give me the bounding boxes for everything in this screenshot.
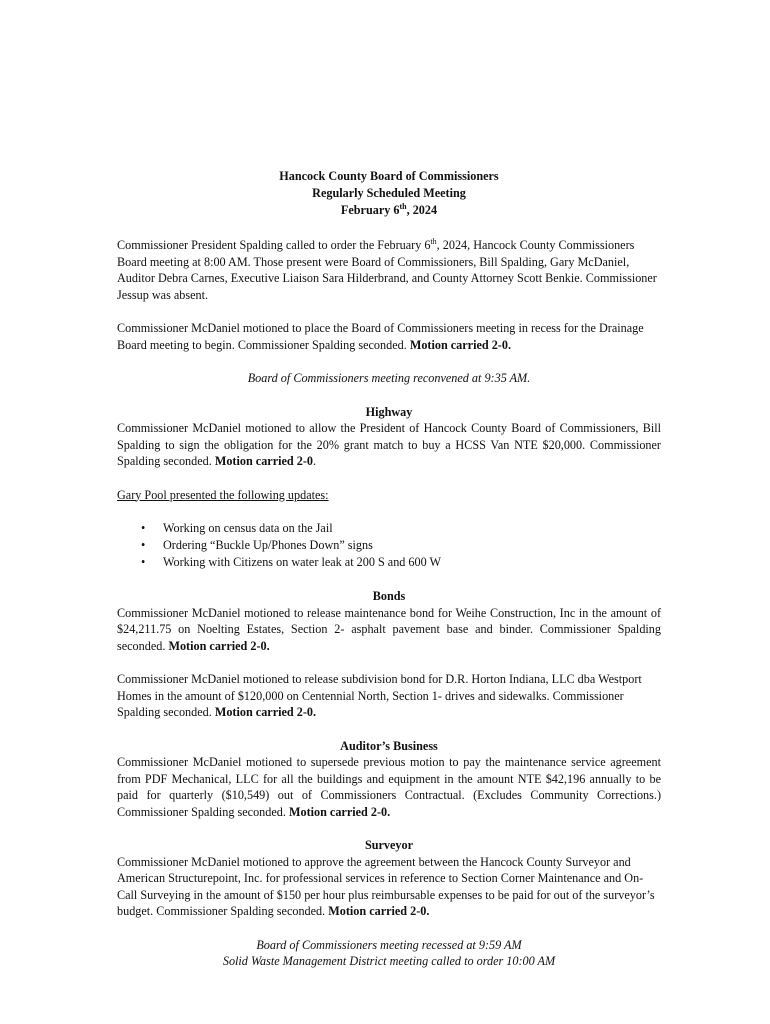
auditor-paragraph: Commissioner McDaniel motioned to supersede previous motion to pay the maintenance service agreement from PDF Mechanical, LLC for all the buildings and equipment in the amount NTE $42,196 annually to be paid for quarterly ($10,549) out of Commissioners Contractual. (Excludes Community Corrections.) Commissioner Spalding seconded. Motion carried 2-0. xyxy=(117,755,661,819)
section-title-bonds: Bonds xyxy=(372,589,406,603)
highway-paragraph: Commissioner McDaniel motioned to allow the President of Hancock County Board of Commissioners, Bill Spalding to sign the obligation for the 20% grant match to buy a HCSS Van NTE $20,000. Commissioner Spalding seconded. Motion carried 2-0. xyxy=(117,421,661,468)
header-date: February 6th, 2024 xyxy=(340,201,438,217)
bullet-icon: • xyxy=(141,521,146,535)
bonds-paragraph-2: Commissioner McDaniel motioned to release subdivision bond for D.R. Horton Indiana, LLC dba Westport Homes in the amount of $120,000 on Centennial North, Section 1- drives and sidewalks. Commissioner Spalding seconded. Motion carried 2-0. xyxy=(117,672,642,719)
header-subtitle: Regularly Scheduled Meeting xyxy=(312,186,466,200)
bonds-paragraph-1: Commissioner McDaniel motioned to release maintenance bond for Weihe Construction, Inc in the amount of $24,211.75 on Noelting Estates, Section 2- asphalt pavement base and binder. Commissioner Spalding seconded. Motion carried 2-0. xyxy=(117,605,661,653)
closing-line-2: Solid Waste Management District meeting called to order 10:00 AM xyxy=(222,954,556,968)
updates-list xyxy=(117,520,661,571)
closing-line-1: Board of Commissioners meeting recessed at 9:59 AM xyxy=(256,937,522,952)
list-item: • Working on census data on the Jail xyxy=(141,521,333,535)
reconvened-note: Board of Commissioners meeting reconvened at 9:35 AM. xyxy=(247,371,531,385)
section-title-auditor: Auditor’s Business xyxy=(340,738,438,753)
list-item: • Ordering “Buckle Up/Phones Down” signs xyxy=(141,538,373,552)
motion-result: Motion carried 2-0. xyxy=(288,804,391,819)
intro-paragraph: Commissioner President Spalding called to order the February 6th, 2024, Hancock County Commissioners Board meeting at 8:00 AM. Those present were Board of Commissioners, Bill Spalding, Gary McDaniel, Auditor Debra Carnes, Executive Liaison Sara Hilderbrand, and County Attorney Scott Benkie. Commissioner Jessup was absent. xyxy=(117,236,657,302)
list-item: • Working with Citizens on water leak at 200 S and 600 W xyxy=(141,555,442,569)
surveyor-paragraph: Commissioner McDaniel motioned to approve the agreement between the Hancock County Surveyor and American Structurepoint, Inc. for professional services in reference to Section Corner Maintenance and On-Call Surveying in the amount of $150 per hour plus reimbursable expenses to be paid for out of the surveyor’s budget. Commissioner Spalding seconded. Motion carried 2-0. xyxy=(117,854,655,918)
document-page xyxy=(117,168,661,970)
motion-result: Motion carried 2-0. xyxy=(409,337,512,352)
motion-result: Motion carried 2-0 xyxy=(214,454,313,468)
recess-paragraph: Commissioner McDaniel motioned to place the Board of Commissioners meeting in recess for the Drainage Board meeting to begin. Commissioner Spalding seconded. Motion carried 2-0. xyxy=(117,321,644,352)
bullet-icon: • xyxy=(141,538,146,552)
motion-result: Motion carried 2-0. xyxy=(168,638,270,653)
closing-notes xyxy=(117,937,661,970)
motion-result: Motion carried 2-0. xyxy=(214,705,317,719)
section-title-highway: Highway xyxy=(365,404,413,419)
bullet-icon: • xyxy=(141,555,146,569)
header-title: Hancock County Board of Commissioners xyxy=(279,169,499,183)
section-title-surveyor: Surveyor xyxy=(364,838,414,852)
motion-result: Motion carried 2-0. xyxy=(328,904,430,918)
updates-heading: Gary Pool presented the following updates: xyxy=(117,487,329,502)
document-header xyxy=(117,168,661,219)
